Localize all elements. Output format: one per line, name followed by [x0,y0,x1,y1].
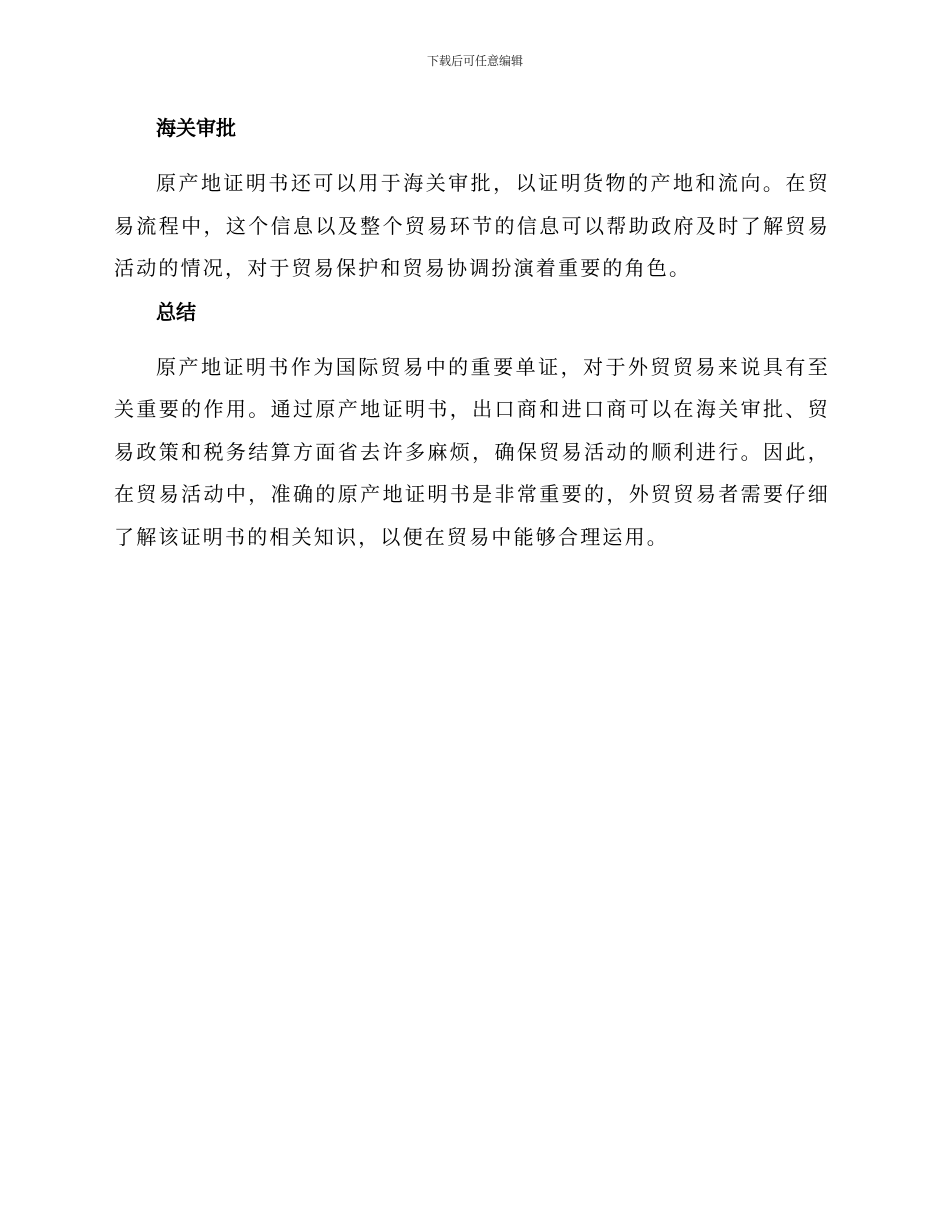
document-body [114,112,830,558]
paragraph-summary: 原产地证明书作为国际贸易中的重要单证，对于外贸贸易来说具有至关重要的作用。通过原产地证明书，出口商和进口商可以在海关审批、贸易政策和税务结算方面省去许多麻烦，确保贸易活动的顺利进行。因此，在贸易活动中，准确的原产地证明书是非常重要的，外贸贸易者需要仔细了解该证明书的相关知识，以便在贸易中能够合理运用。 [114,354,830,549]
section-heading-summary: 总结 [156,299,196,324]
section-heading-customs-approval: 海关审批 [156,116,236,140]
page-header: 下载后可任意编辑 [426,54,523,68]
paragraph-customs-approval: 原产地证明书还可以用于海关审批，以证明货物的产地和流向。在贸易流程中，这个信息以及整个贸易环节的信息可以帮助政府及时了解贸易活动的情况，对于贸易保护和贸易协调扮演着重要的角色。 [114,171,830,280]
